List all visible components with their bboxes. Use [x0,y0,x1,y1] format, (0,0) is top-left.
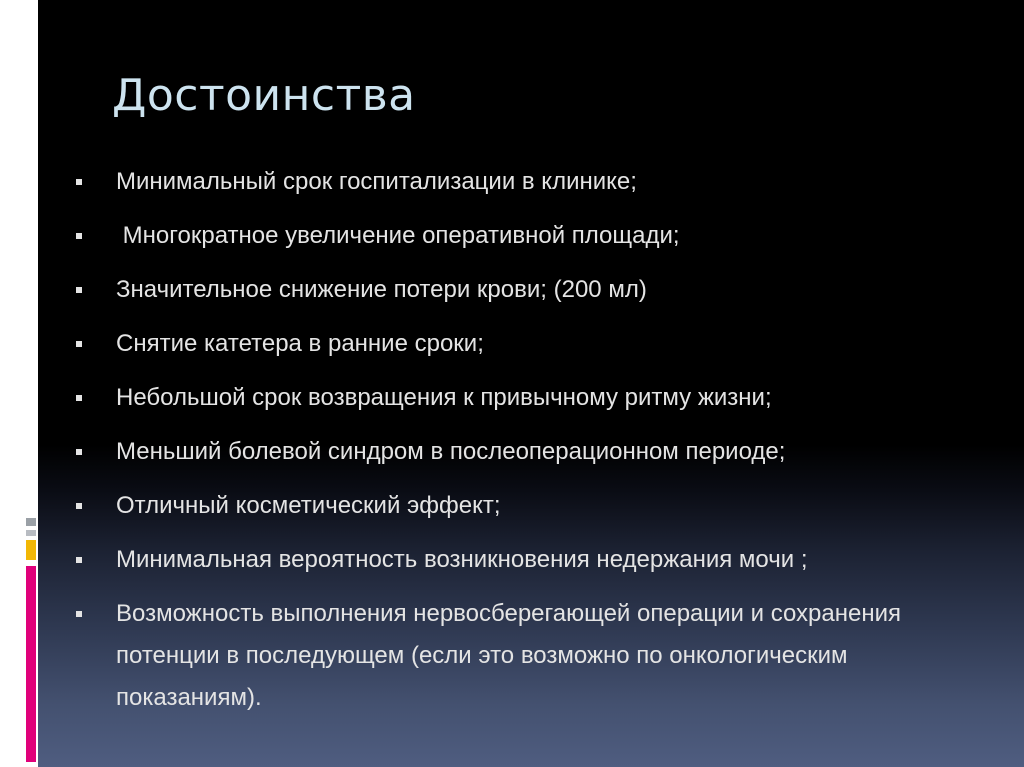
bullet-text: Минимальный срок госпитализации в клинике; [116,168,637,195]
strip-bar-yellow [26,540,36,560]
bullet-text: Небольшой срок возвращения к привычному ритму жизни; [116,384,772,411]
bullet-list [76,166,976,741]
square-bullet-icon [76,395,82,401]
square-bullet-icon [76,179,82,185]
bullet-item [76,166,976,198]
square-bullet-icon [76,503,82,509]
bullet-item [76,436,976,468]
square-bullet-icon [76,233,82,239]
square-bullet-icon [76,341,82,347]
bullet-text: Значительное снижение потери крови; (200 мл) [116,276,647,303]
square-bullet-icon [76,611,82,617]
bullet-text: Снятие катетера в ранние сроки; [116,330,484,357]
strip-bar-magenta [26,566,36,762]
bullet-text: Меньший болевой синдром в послеоперационном периоде; [116,438,786,465]
bullet-item [76,220,976,252]
bullet-item [76,382,976,414]
bullet-text: Многократное увеличение оперативной площади; [116,222,680,249]
square-bullet-icon [76,287,82,293]
decorative-side-strip [0,0,38,767]
slide-title: Достоинства [112,70,416,121]
bullet-item [76,490,976,522]
bullet-text: Минимальная вероятность возникновения недержания мочи ; [116,546,808,573]
bullet-text: Возможность выполнения нервосберегающей операции и сохранения потенции в последующем (если это возможно по онкологическим показаниям). [116,600,908,711]
strip-bar-gray [26,530,36,536]
bullet-item [76,544,976,576]
bullet-item [76,598,976,719]
bullet-item [76,328,976,360]
bullet-text: Отличный косметический эффект; [116,492,501,519]
bullet-item [76,274,976,306]
square-bullet-icon [76,449,82,455]
strip-bar-gray [26,518,36,526]
square-bullet-icon [76,557,82,563]
